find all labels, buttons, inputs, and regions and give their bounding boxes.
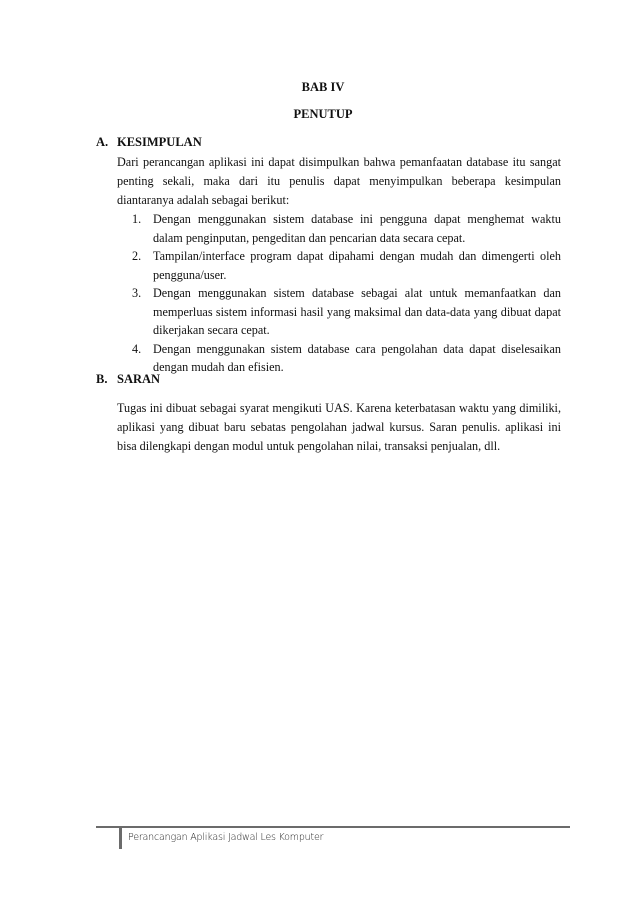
list-item-text: Dengan menggunakan sistem database cara pengolahan data dapat diselesaikan dengan mudah dan efisien. (153, 341, 561, 374)
list-item (132, 284, 561, 340)
list-item-text: Dengan menggunakan sistem database ini pengguna dapat menghemat waktu dalam penginputan, pengeditan dan pencarian data secara cepat. (153, 212, 561, 245)
section-title: KESIMPULAN (117, 135, 202, 149)
list-item-number: 1. (132, 212, 142, 226)
section-heading-saran (96, 372, 160, 387)
kesimpulan-list (132, 210, 561, 377)
list-item-number: 4. (132, 341, 142, 356)
section-heading-kesimpulan (96, 135, 202, 150)
chapter-number: BAB IV (301, 80, 345, 94)
list-item-number: 2. (132, 249, 142, 263)
list-item-number: 3. (132, 286, 142, 300)
list-item-text: Dengan menggunakan sistem database sebagai alat untuk memanfaatkan dan memperluas sistem informasi hasil yang maksimal dan data-data yang dibuat dapat dikerjakan secara cepat. (153, 286, 561, 337)
footer-title: Perancangan Aplikasi Jadwal Les Komputer (128, 832, 324, 843)
list-item (132, 340, 561, 377)
chapter-title: PENUTUP (293, 107, 353, 121)
kesimpulan-intro-paragraph: Dari perancangan aplikasi ini dapat disimpulkan bahwa pemanfaatan database itu sangat penting sekali, maka dari itu penulis dapat menyimpulkan beberapa kesimpulan diantaranya adalah sebagai berikut: (117, 155, 561, 207)
footer-divider (96, 826, 570, 828)
section-letter: A. (96, 135, 109, 149)
list-item (132, 210, 561, 247)
section-letter: B. (96, 372, 108, 386)
list-item-text: Tampilan/interface program dapat dipahami dengan mudah dan dimengerti oleh pengguna/user. (153, 249, 561, 282)
list-item (132, 247, 561, 284)
saran-paragraph: Tugas ini dibuat sebagai syarat mengikuti UAS. Karena keterbatasan waktu yang dimiliki, aplikasi yang dibuat baru sebatas pengolahan jadwal kursus. Saran penulis. aplikasi ini bisa dilengkapi dengan modul untuk pengolahan nilai, transaksi penjualan, dll. (117, 401, 561, 453)
section-title: SARAN (117, 372, 161, 386)
footer-vertical-bar (119, 827, 122, 849)
